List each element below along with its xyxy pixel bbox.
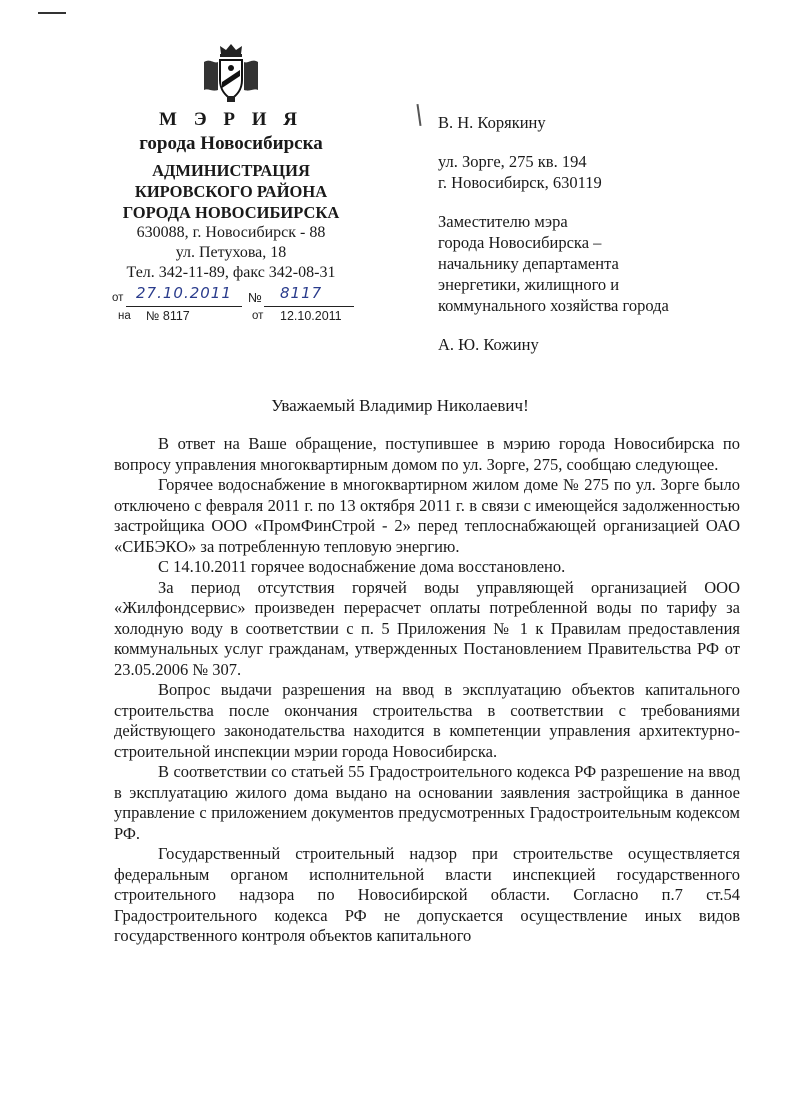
outgoing-registration bbox=[112, 284, 360, 307]
admin-name bbox=[100, 160, 362, 223]
copy-recipient-line: коммунального хозяйства города bbox=[438, 296, 669, 315]
copy-recipient-line: Заместителю мэра bbox=[438, 212, 568, 231]
sender-header bbox=[100, 108, 362, 283]
body-paragraph: В ответ на Ваше обращение, поступившее в мэрию города Новосибирска по вопросу управления многоквартирным домом по ул. Зорге, 275, сообщаю следующее. bbox=[114, 434, 740, 474]
city-coat-of-arms-icon bbox=[200, 42, 262, 104]
sender-address bbox=[100, 223, 362, 283]
reference-registration bbox=[112, 307, 360, 325]
from-label: от bbox=[112, 292, 124, 304]
recipient-address-line: г. Новосибирск, 630119 bbox=[438, 173, 602, 192]
on-label: на bbox=[118, 310, 131, 322]
address-line: ул. Петухова, 18 bbox=[175, 244, 287, 261]
number-label: № bbox=[248, 290, 262, 305]
copy-recipient-line: энергетики, жилищного и bbox=[438, 275, 620, 294]
reference-date: 12.10.2011 bbox=[280, 309, 342, 323]
copy-recipient-line: города Новосибирска – bbox=[438, 233, 602, 252]
ref-from-label: от bbox=[252, 310, 264, 322]
copy-recipient-line: начальнику департамента bbox=[438, 254, 619, 273]
recipient-name: В. Н. Корякину bbox=[438, 113, 546, 132]
registration-block bbox=[112, 284, 360, 325]
check-mark bbox=[416, 104, 421, 126]
address-line: 630088, г. Новосибирск - 88 bbox=[136, 224, 326, 241]
body-paragraph: Вопрос выдачи разрешения на ввод в эксплуатацию объектов капитального строительства после окончания строительства в соответствии с требованиями действующего законодательства находится в компетенции управления архитектурно-строительной инспекции мэрии города Новосибирска. bbox=[114, 680, 740, 761]
body-paragraph: Горячее водоснабжение в многоквартирном жилом доме № 275 по ул. Зорге было отключено с февраля 2011 г. по 13 октября 2011 г. в связи с имеющейся задолженностью застройщика ООО «ПромФинСтрой - 2» перед теплоснабжающей организацией ОАО «СИБЭКО» за потребленную тепловую энергию. bbox=[114, 475, 740, 556]
body-paragraph: За период отсутствия горячей воды управляющей организацией ООО «Жилфондсервис» произведен перерасчет оплаты потребленной воды по тарифу за холодную воду в соответствии с п. 5 Приложения № 1 к Правилам предоставления коммунальных услуг гражданам, утвержденных Постановлением Правительства РФ от 23.05.2006 № 307. bbox=[114, 577, 740, 679]
admin-line: ГОРОДА НОВОСИБИРСКА bbox=[122, 203, 340, 222]
body-paragraph: С 14.10.2011 горячее водоснабжение дома восстановлено. bbox=[158, 557, 566, 576]
body-paragraph: Государственный строительный надзор при строительстве осуществляется федеральным органом исполнительной власти инспекцией государственного строительного надзора по Новосибирской области. Согласно п.7 ст.54 Градостроительного кодекса РФ не допускается осуществление иных видов государственного контроля объектов капитального bbox=[114, 844, 740, 945]
copy-recipient-name: А. Ю. Кожину bbox=[438, 335, 539, 354]
address-line: Тел. 342-11-89, факс 342-08-31 bbox=[126, 264, 336, 281]
admin-line: КИРОВСКОГО РАЙОНА bbox=[134, 182, 328, 201]
reference-number: № 8117 bbox=[146, 309, 190, 323]
body-paragraph: В соответствии со статьей 55 Градостроительного кодекса РФ разрешение на ввод в эксплуатацию жилого дома выдано на основании заявления застройщика в данное управление с приложением документов предусмотренных Градостроительным кодексом РФ. bbox=[114, 762, 740, 843]
admin-line: АДМИНИСТРАЦИЯ bbox=[152, 161, 310, 180]
handwritten-date: 27.10.2011 bbox=[136, 284, 232, 302]
org-title: М Э Р И Я bbox=[159, 109, 303, 130]
recipient-block bbox=[438, 112, 758, 355]
recipient-address-line: ул. Зорге, 275 кв. 194 bbox=[438, 152, 587, 171]
salutation: Уважаемый Владимир Николаевич! bbox=[271, 396, 529, 415]
handwritten-number: 8117 bbox=[280, 284, 323, 302]
letter-body bbox=[114, 434, 740, 947]
scan-edge-mark bbox=[38, 12, 66, 14]
org-city: города Новосибирска bbox=[139, 133, 323, 154]
